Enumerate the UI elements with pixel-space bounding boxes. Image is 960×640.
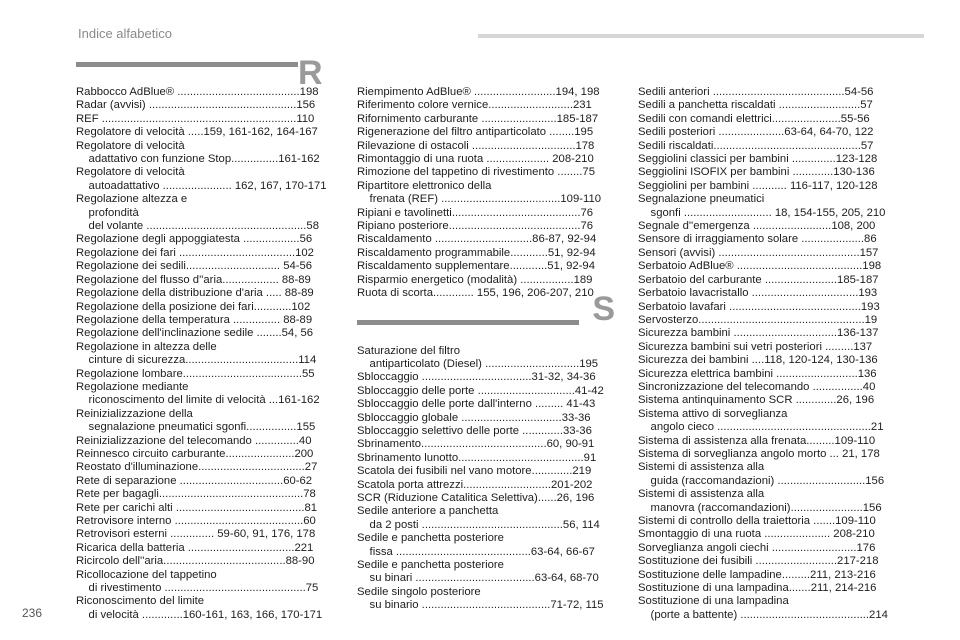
index-entry: Sistemi di assistenza alla: [638, 461, 765, 474]
index-entry: Regolazione degli appoggiatesta ..................56: [76, 233, 313, 246]
index-entry: Reinnesco circuito carburante......................200: [76, 447, 314, 460]
section-s-letter: S: [592, 289, 615, 328]
index-entry: autoadattativo ...................... 162, 167, 170-171: [76, 179, 327, 192]
index-entry: guida (raccomandazioni) ............................156: [638, 474, 885, 487]
index-entry: Sicurezza bambini .................................136-137: [638, 327, 879, 340]
index-entry: antiparticolato (Diesel) ..............................195: [357, 357, 599, 370]
index-entry: Regolazione della temperatura ............... 88-89: [76, 313, 313, 326]
index-entry: Rilevazione di ostacoli .................................178: [357, 139, 595, 152]
index-column-3: [638, 86, 898, 622]
index-entry: Serbatoio lavafari ..........................................193: [638, 300, 880, 313]
index-entry: Scatola dei fusibili nel vano motore.............219: [357, 465, 592, 478]
index-entry: Segnale d''emergenza .........................108, 200: [638, 220, 876, 233]
index-entry: Sbrinamento lunotto........................................91: [357, 451, 597, 464]
index-entry: Serbatoio AdBlue® ........................................198: [638, 260, 882, 273]
index-entry: Rabbocco AdBlue® .......................................198: [76, 86, 319, 98]
index-entry: Riconoscimento del limite: [76, 595, 205, 608]
index-entry: Ripartitore elettronico della: [357, 179, 492, 192]
index-entry: Sedili posteriori .....................63-64, 64-70, 122: [638, 126, 874, 139]
index-entry: Regolazione in altezza delle: [76, 340, 217, 353]
index-entry: Sbloccaggio selettivo delle porte .............33-36: [357, 424, 592, 437]
index-entry: Serbatoio lavacristallo ..................................193: [638, 287, 878, 300]
index-entry: Retrovisori esterni .............. 59-60, 91, 176, 178: [76, 528, 316, 541]
index-entry: Radar (avvisi) ...............................................156: [76, 99, 316, 112]
index-entry: Regolazione dei sedili.............................. 54-56: [76, 260, 313, 273]
index-entry: Seggiolini ISOFIX per bambini .............130-136: [638, 166, 875, 179]
index-entry: Reinizializzazione della: [76, 407, 193, 420]
index-entry: Sbloccaggio globale ................................33-36: [357, 411, 591, 424]
index-entry: profondità: [76, 206, 139, 219]
index-entry: Riscaldamento supplementare............51, 92-94: [357, 260, 595, 273]
index-column-1: [76, 86, 336, 622]
index-entry: Saturazione del filtro: [357, 344, 460, 357]
index-entry: Sicurezza elettrica bambini ..........................136: [638, 367, 877, 380]
index-entry: Sistema attivo di sorveglianza: [638, 407, 788, 420]
index-entry: sgonfi ............................ 18, 154-155, 205, 210: [638, 206, 886, 219]
index-entry: Sistema di assistenza alla frenata.........109-110: [638, 434, 876, 447]
index-entry: su binario .........................................71-72, 115: [357, 599, 604, 612]
header-divider: [478, 34, 924, 38]
index-entry: Retrovisore interno .........................................60: [76, 515, 316, 527]
index-entry: Ricircolo dell''aria.......................................88-90: [76, 555, 315, 568]
index-entry: Segnalazione pneumatici: [638, 193, 765, 206]
index-entry: Rimozione del tappetino di rivestimento ........75: [357, 166, 595, 179]
index-entry: segnalazione pneumatici sgonfi................155: [76, 421, 316, 434]
index-entry: Sbrinamento........................................60, 90-91: [357, 438, 595, 451]
index-entry: Rifornimento carburante ........................185-187: [357, 112, 599, 125]
index-entry: Sicurezza dei bambini ....118, 120-124, 130-136: [638, 354, 878, 367]
index-entry: frenata (REF) ......................................109-110: [357, 193, 602, 206]
page-title: Indice alfabetico: [78, 26, 172, 41]
index-entry: Rete di separazione .................................60-62: [76, 474, 313, 487]
index-entry: Servosterzo.....................................................19: [638, 313, 878, 326]
index-entry: Regolazione della posizione dei fari............102: [76, 300, 311, 313]
page-number: 236: [22, 606, 43, 620]
index-entry: di rivestimento .............................................75: [76, 582, 319, 595]
index-entry: Sistema antinquinamento SCR .............26, 196: [638, 394, 875, 407]
index-entry: Smontaggio di una ruota ..................... 208-210: [638, 528, 875, 541]
index-entry: Sorveglianza angoli ciechi ...........................176: [638, 541, 876, 554]
index-entry: fissa ...........................................63-64, 66-67: [357, 545, 595, 558]
index-entry: Sedili riscaldati...............................................57: [638, 139, 874, 152]
index-entry: Regolazione dell'inclinazione sedile ........54, 56: [76, 327, 314, 340]
index-entry: Risparmio energetico (modalità) .................189: [357, 273, 593, 286]
index-entry: Regolatore di velocità: [76, 166, 185, 179]
index-entry: Sbloccaggio ...................................31-32, 34-36: [357, 371, 596, 384]
index-entry: Riscaldamento ...............................86-87, 92-94: [357, 233, 597, 246]
index-entry: riconoscimento del limite di velocità ...161-162: [76, 394, 320, 407]
index-entry: Sostituzione di una lampadina.......211, 214-216: [638, 582, 877, 595]
index-entry: angolo cieco .................................................21: [638, 421, 884, 434]
section-r-rule: [76, 62, 298, 67]
index-entry: Sbloccaggio delle porte ...............................41-42: [357, 384, 604, 397]
index-entry: Sistema di sorveglianza angolo morto ... 21, 178: [638, 447, 880, 460]
index-entry: Sedili a panchetta riscaldati ..........................57: [638, 99, 873, 112]
index-entry: Regolatore di velocità .....159, 161-162, 164-167: [76, 126, 318, 139]
index-entry: Regolazione lombare......................................55: [76, 367, 315, 380]
index-entry: adattativo con funzione Stop...............161-162: [76, 153, 320, 166]
index-entry: Sostituzione delle lampadine.........211, 213-216: [638, 568, 876, 581]
index-entry: Sedile e panchetta posteriore: [357, 559, 504, 571]
index-entry: Sicurezza bambini sui vetri posteriori .........137: [638, 340, 873, 353]
index-entry: Sensori (avvisi) .............................................157: [638, 246, 879, 259]
index-entry: Riferimento colore vernice...........................231: [357, 99, 592, 112]
index-entry: Reostato d'illuminazione..................................27: [76, 461, 318, 474]
index-entry: di velocità .............160-161, 163, 166, 170-171: [76, 608, 323, 621]
index-entry: Sedile singolo posteriore: [357, 585, 481, 598]
index-entry: Sensore di irraggiamento solare ....................86: [638, 233, 877, 246]
index-entry: Ricarica della batteria ..................................221: [76, 541, 314, 554]
index-entry: REF ..............................................................110: [76, 112, 315, 125]
section-s-rule: [357, 320, 579, 325]
index-entry: Scatola porta attrezzi............................201-202: [357, 478, 593, 491]
index-entry: Riscaldamento programmabile............51, 92-94: [357, 246, 596, 259]
index-entry: Sistemi di controllo della traiettoria .......109-110: [638, 515, 876, 527]
index-entry: Sedili anteriori ..........................................54-56: [638, 86, 874, 98]
index-entry: Ripiani e tavolinetti.........................................76: [357, 206, 594, 219]
index-entry: Seggiolini per bambini ........... 116-117, 120-128: [638, 179, 878, 192]
index-entry: Rimontaggio di una ruota .................... 208-210: [357, 153, 594, 166]
index-entry: manovra (raccomandazioni).......................156: [638, 501, 882, 514]
index-entry: Sincronizzazione del telecomando ................40: [638, 380, 876, 393]
index-entry: Rigenerazione del filtro antiparticolato ........195: [357, 126, 594, 139]
index-entry: Ricollocazione del tappetino: [76, 568, 217, 581]
index-entry: da 2 posti .............................................56, 114: [357, 518, 600, 531]
index-column-2: [357, 86, 617, 613]
index-entry: (porte a battente) .........................................214: [638, 608, 888, 621]
index-entry: Ruota di scorta............. 155, 196, 206-207, 210: [357, 287, 594, 300]
index-entry: Riempimento AdBlue® ..........................194, 198: [357, 86, 600, 98]
index-entry: Regolazione mediante: [76, 380, 189, 393]
index-entry: Regolazione dei fari .....................................102: [76, 246, 314, 259]
index-entry: su binari ......................................63-64, 68-70: [357, 572, 599, 585]
index-entry: Sistemi di assistenza alla: [638, 488, 765, 501]
index-entry: del volante ...................................................58: [76, 220, 319, 233]
index-entry: Regolazione della distribuzione d'aria ..... 88-89: [76, 287, 314, 300]
index-entry: SCR (Riduzione Catalitica Selettiva)......26, 196: [357, 491, 595, 504]
index-entry: Sbloccaggio delle porte dall'interno ......... 41-43: [357, 398, 596, 411]
index-entry: Rete per bagagli..............................................78: [76, 488, 316, 501]
index-entry: Sedili con comandi elettrici......................55-56: [638, 112, 870, 125]
index-entry: Sostituzione dei fusibili ..........................217-218: [638, 555, 879, 568]
index-entry: Rete per carichi alti .........................................81: [76, 501, 318, 514]
index-entry: Regolazione altezza e: [76, 193, 188, 206]
index-entry: Ripiano posteriore..........................................76: [357, 220, 594, 233]
index-entry: Sedile anteriore a panchetta: [357, 505, 499, 518]
index-entry: cinture di sicurezza....................................114: [76, 354, 317, 367]
index-entry: Serbatoio del carburante .......................185-187: [638, 273, 879, 286]
index-entry: Sedile e panchetta posteriore: [357, 532, 504, 545]
index-entry: Regolazione del flusso d''aria.................. 88-89: [76, 273, 311, 286]
index-entry: Reinizializzazione del telecomando ..............40: [76, 434, 312, 447]
index-entry: Sostituzione di una lampadina: [638, 595, 789, 608]
index-entry: Seggiolini classici per bambini ..............123-128: [638, 153, 878, 166]
section-r-letter: R: [298, 54, 323, 92]
index-entry: Regolatore di velocità: [76, 139, 185, 152]
